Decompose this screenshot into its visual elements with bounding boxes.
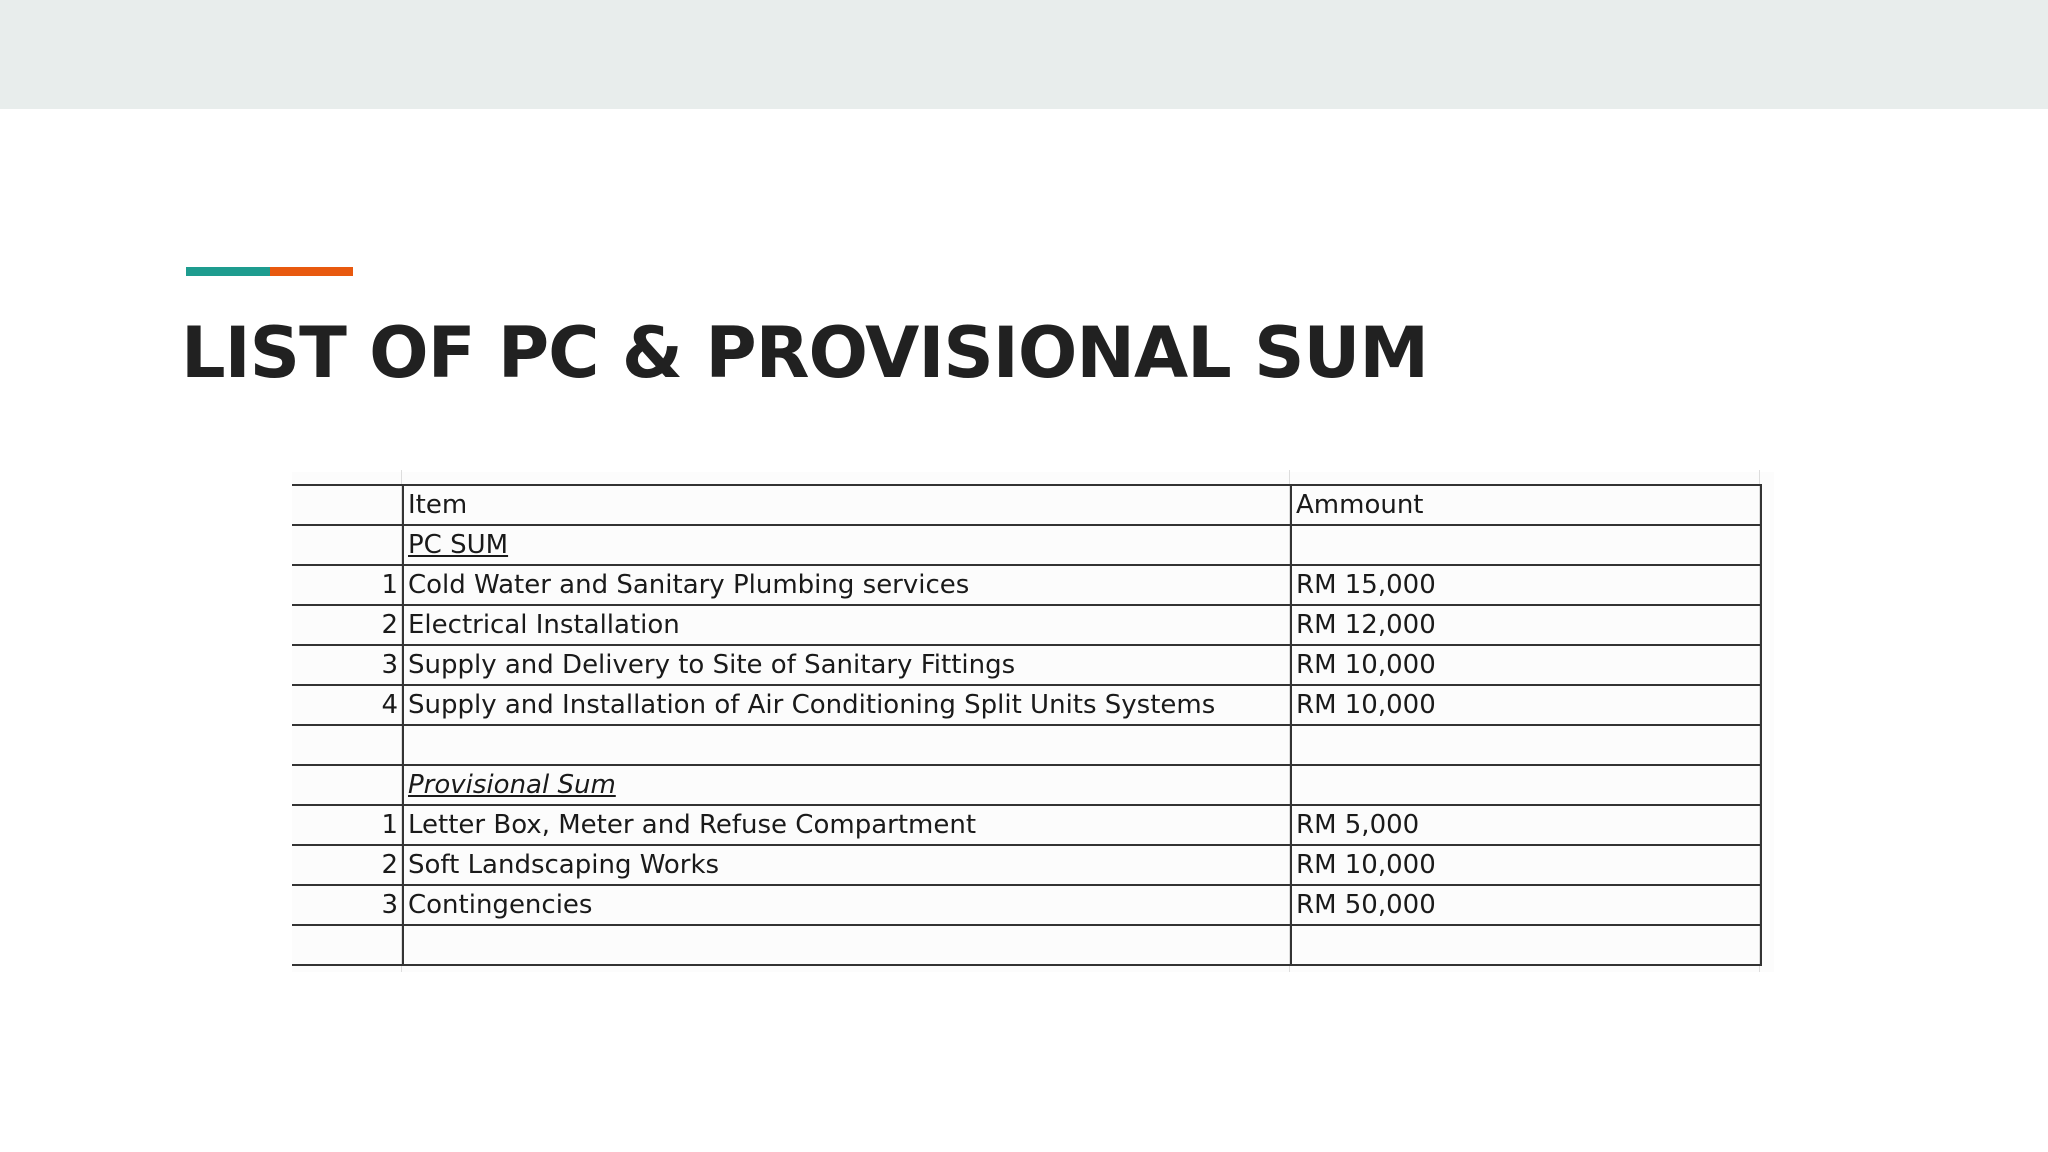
row-amount — [1291, 925, 1761, 965]
slide-title: LIST OF PC & PROVISIONAL SUM — [181, 312, 1429, 394]
table-row — [292, 605, 1761, 645]
row-amount: RM 50,000 — [1291, 885, 1761, 925]
row-amount: RM 12,000 — [1291, 605, 1761, 645]
top-band — [0, 0, 2048, 109]
row-item: Letter Box, Meter and Refuse Compartment — [403, 805, 1291, 845]
table-row — [292, 685, 1761, 725]
row-item: Supply and Delivery to Site of Sanitary Fittings — [403, 645, 1291, 685]
row-item: Supply and Installation of Air Conditioning Split Units Systems — [403, 685, 1291, 725]
table-row — [292, 845, 1761, 885]
table-row — [292, 525, 1761, 565]
row-item: Provisional Sum — [403, 765, 1291, 805]
row-number — [292, 925, 403, 965]
table-row — [292, 725, 1761, 765]
row-number: 2 — [292, 605, 403, 645]
row-number — [292, 765, 403, 805]
row-number: 3 — [292, 885, 403, 925]
title-accent-bar — [186, 267, 353, 276]
row-item: Electrical Installation — [403, 605, 1291, 645]
accent-orange-segment — [270, 267, 353, 276]
row-amount — [1291, 525, 1761, 565]
row-item — [403, 725, 1291, 765]
row-amount: RM 5,000 — [1291, 805, 1761, 845]
row-number: 2 — [292, 845, 403, 885]
table-header-row — [292, 485, 1761, 525]
row-number — [292, 725, 403, 765]
table-row — [292, 805, 1761, 845]
row-item: Cold Water and Sanitary Plumbing services — [403, 565, 1291, 605]
row-amount — [1291, 725, 1761, 765]
accent-teal-segment — [186, 267, 270, 276]
row-number: 4 — [292, 685, 403, 725]
table-row — [292, 925, 1761, 965]
row-item: Soft Landscaping Works — [403, 845, 1291, 885]
row-amount: RM 10,000 — [1291, 685, 1761, 725]
row-amount: RM 10,000 — [1291, 645, 1761, 685]
row-number: 3 — [292, 645, 403, 685]
table-row — [292, 645, 1761, 685]
row-amount: RM 15,000 — [1291, 565, 1761, 605]
header-number-cell — [292, 485, 403, 525]
pc-provisional-sum-table — [292, 484, 1762, 966]
row-number: 1 — [292, 565, 403, 605]
row-amount: RM 10,000 — [1291, 845, 1761, 885]
table-row — [292, 765, 1761, 805]
table-row — [292, 885, 1761, 925]
row-number: 1 — [292, 805, 403, 845]
row-item: PC SUM — [403, 525, 1291, 565]
row-amount — [1291, 765, 1761, 805]
header-item: Item — [403, 485, 1291, 525]
row-item — [403, 925, 1291, 965]
row-number — [292, 525, 403, 565]
table-row — [292, 565, 1761, 605]
header-amount: Ammount — [1291, 485, 1761, 525]
row-item: Contingencies — [403, 885, 1291, 925]
